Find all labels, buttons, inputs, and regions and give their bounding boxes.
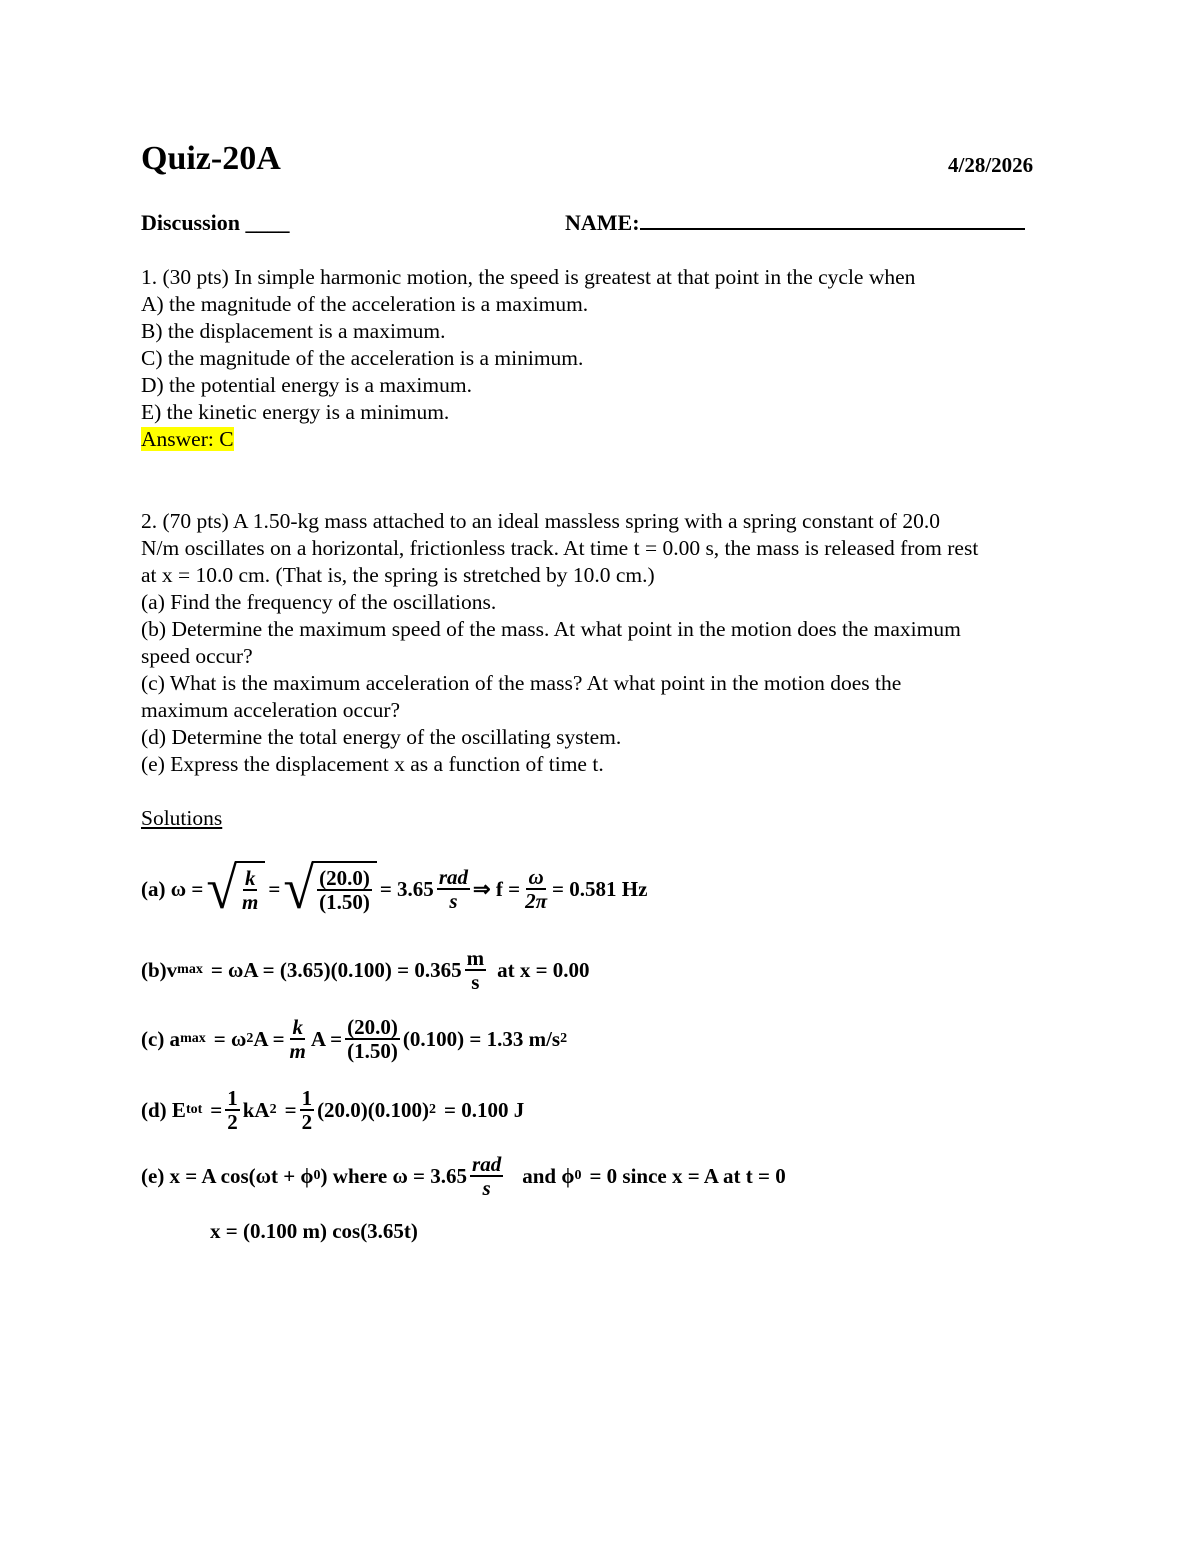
solution-e: (e) x = A cos(ωt + ϕ 0 ) where ω = 3.65 $\frac{\text{rad}}{s}$ and ϕ 0 = 0 since x = A at t = 0 <box>141 1151 786 1200</box>
discussion-label: Discussion ____ <box>141 210 290 235</box>
values-fraction: $\frac{(20.0)}{(1.50)}$ <box>347 1014 398 1063</box>
solution-b: (b)v max = ωA = (3.65)(0.100) = 0.365 $\frac{m}{s}$ at x = 0.00 <box>141 945 590 994</box>
unit-m-per-s: $\frac{m}{s}$ <box>466 945 485 994</box>
solution-c: (c) a max = ω 2 A = $\frac{k}{m}$ A = $\frac{(20.0)}{(1.50)}$ (0.100) = 1.33 m/s 2 <box>141 1014 568 1063</box>
question-1-option-d: D) the potential energy is a maximum. <box>141 373 472 397</box>
question-1-stem: 1. (30 pts) In simple harmonic motion, the speed is greatest at that point in the cycle when <box>141 265 916 289</box>
question-2-line: (a) Find the frequency of the oscillations. <box>141 590 497 614</box>
solution-a: (a) ω = √ $\frac{k}{m}$ = √ $\frac{(20.0)}{(1.50)}$ = 3.65 $\frac{\text{rad}}{s}$ ⇒ f = $\frac{\omega}{2\pi}$ = 0.581 Hz <box>141 856 648 922</box>
question-1-option-c: C) the magnitude of the acceleration is a minimum. <box>141 346 584 370</box>
question-2 <box>141 508 978 778</box>
question-2-line: speed occur? <box>141 644 253 668</box>
solution-d: (d) E tot = $\frac{1}{2}$ kA 2 = $\frac{1}{2}$ (20.0)(0.100) 2 = 0.100 J <box>141 1085 525 1134</box>
k-over-m: $\frac{k}{m}$ <box>289 1014 306 1063</box>
unit-rad-per-s: $\frac{\text{rad}}{s}$ <box>472 1151 502 1200</box>
solutions-heading: Solutions <box>141 806 223 830</box>
name-label: NAME: <box>565 210 640 235</box>
sqrt-values: √ $\frac{(20.0)}{(1.50)}$ <box>283 861 376 917</box>
question-2-line: (e) Express the displacement x as a function of time t. <box>141 752 604 776</box>
quiz-date: 4/28/2026 <box>948 153 1034 177</box>
question-2-line: 2. (70 pts) A 1.50-kg mass attached to an ideal massless spring with a spring constant of 20.0 <box>141 509 940 533</box>
radical-icon: √ <box>206 856 238 922</box>
one-half: $\frac{1}{2}$ <box>227 1085 238 1134</box>
radical-icon: √ <box>283 856 315 922</box>
question-2-line: N/m oscillates on a horizontal, frictionless track. At time t = 0.00 s, the mass is released from rest <box>141 536 979 560</box>
question-2-line: (b) Determine the maximum speed of the mass. At what point in the motion does the maximum <box>141 617 961 641</box>
omega-over-2pi: $\frac{\omega}{2\pi}$ <box>525 864 548 913</box>
question-1-option-b: B) the displacement is a maximum. <box>141 319 446 343</box>
solution-a-label: (a) ω = <box>141 876 204 901</box>
question-1 <box>141 264 915 453</box>
question-1-answer: Answer: C <box>141 427 234 451</box>
question-2-line: (c) What is the maximum acceleration of the mass? At what point in the motion does the <box>141 671 902 695</box>
one-half: $\frac{1}{2}$ <box>301 1085 313 1134</box>
name-blank <box>640 228 1025 230</box>
name-field <box>565 210 1025 236</box>
solution-e-result: x = (0.100 m) cos(3.65t) <box>210 1218 418 1243</box>
question-2-line: (d) Determine the total energy of the oscillating system. <box>141 725 622 749</box>
sqrt-k-over-m: √ $\frac{k}{m}$ <box>206 861 265 917</box>
quiz-title: Quiz-20A <box>141 140 281 177</box>
question-1-option-e: E) the kinetic energy is a minimum. <box>141 400 450 424</box>
question-1-option-a: A) the magnitude of the acceleration is a maximum. <box>141 292 589 316</box>
question-2-line: at x = 10.0 cm. (That is, the spring is stretched by 10.0 cm.) <box>141 563 655 587</box>
question-2-line: maximum acceleration occur? <box>141 698 401 722</box>
unit-rad-per-s: $\frac{\text{rad}}{s}$ <box>438 864 468 913</box>
